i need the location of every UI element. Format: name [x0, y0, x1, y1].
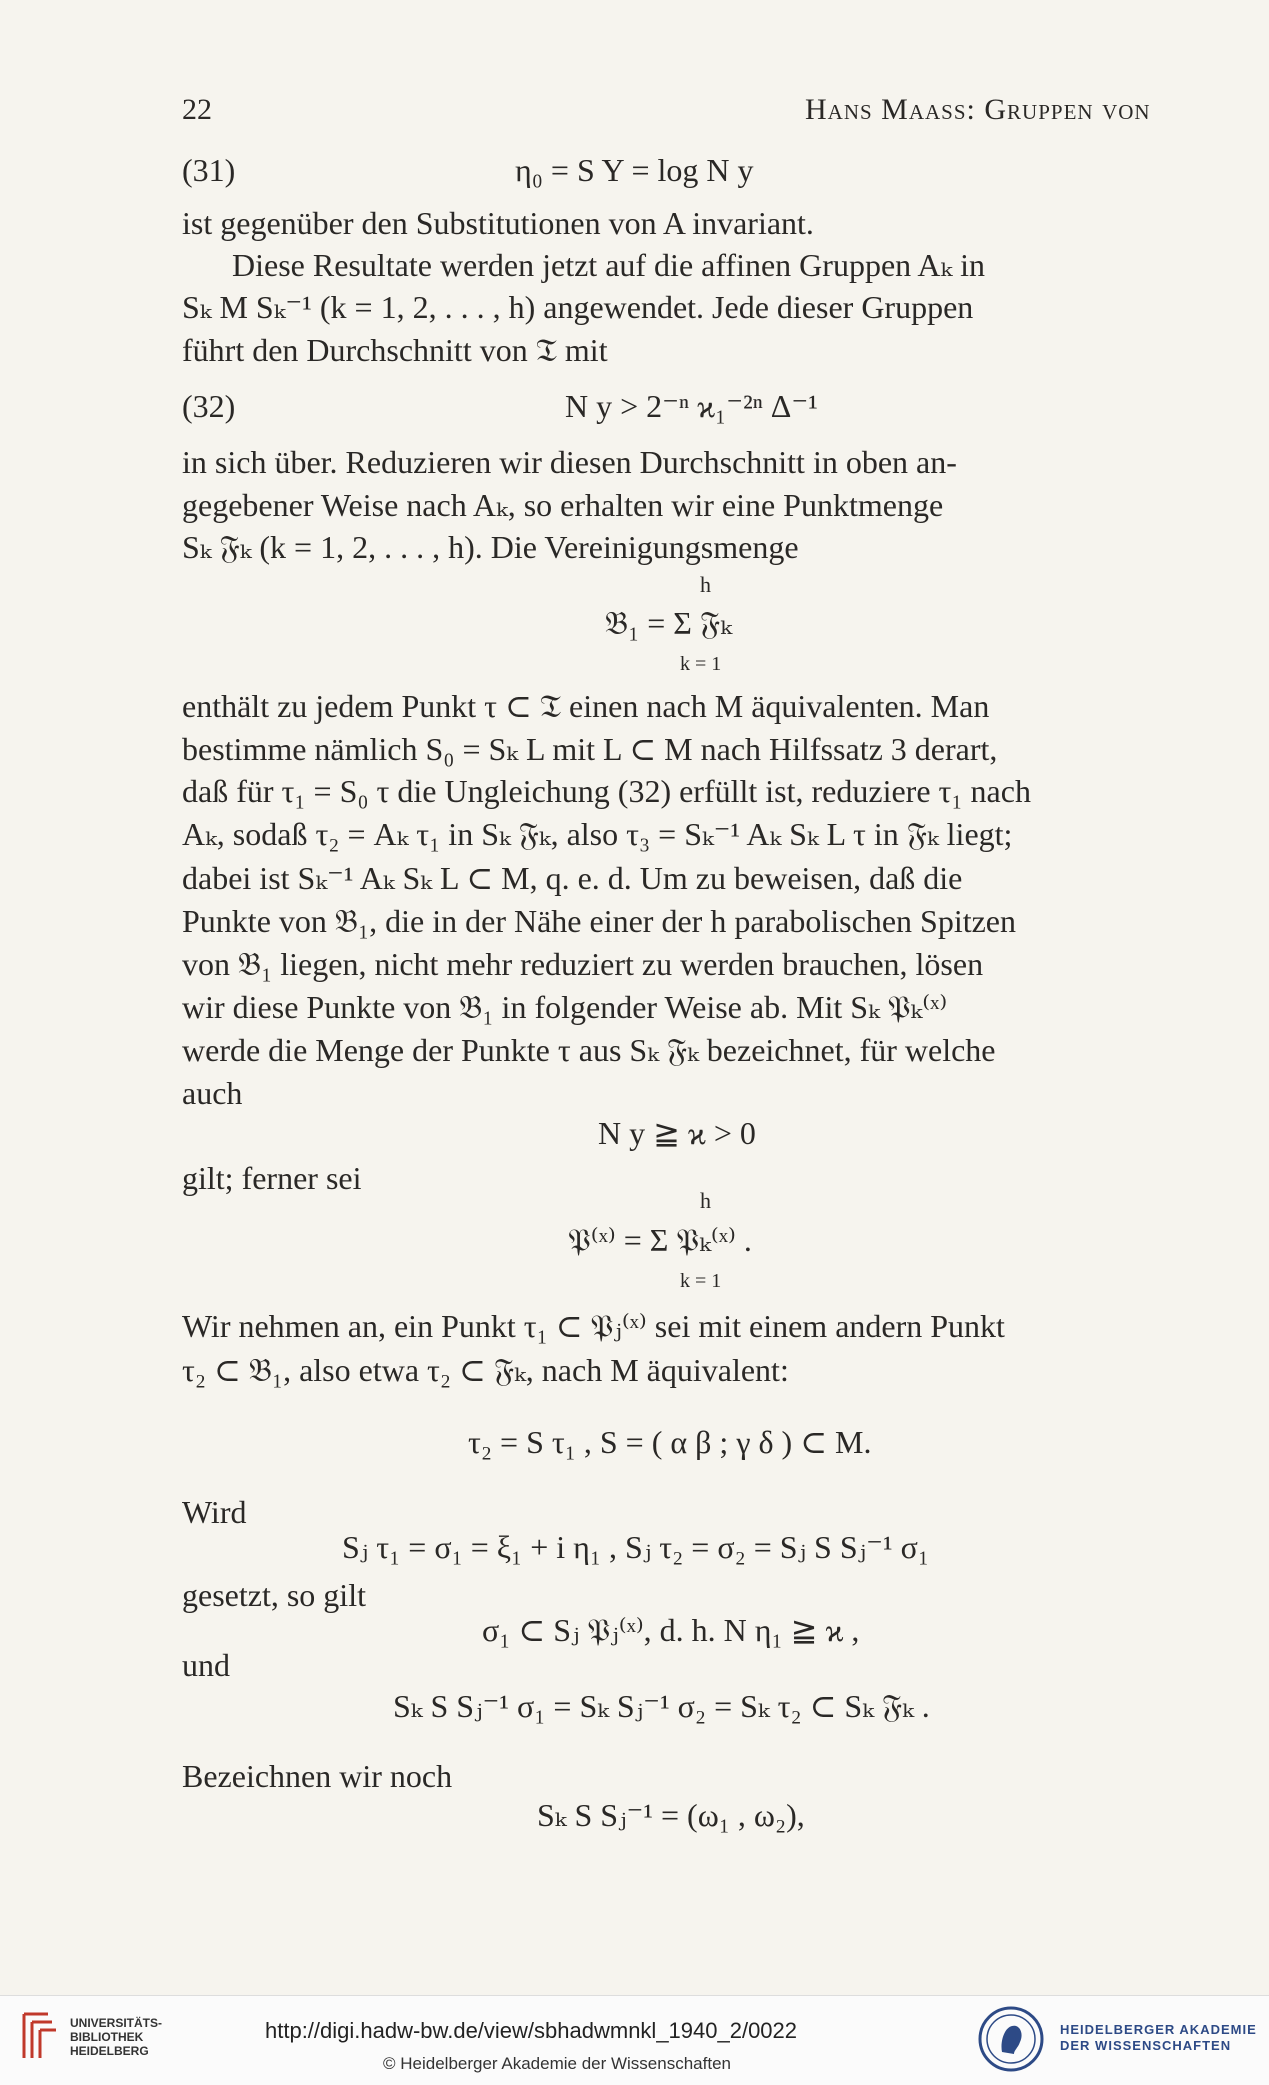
library-name: UNIVERSITÄTS- BIBLIOTHEK HEIDELBERG — [70, 2016, 163, 2058]
text-line: auch — [182, 1075, 243, 1111]
text-line: Wir nehmen an, ein Punkt τ₁ ⊂ 𝔓ⱼ⁽ˣ⁾ sei mit einem andern Punkt — [182, 1308, 1005, 1344]
page-number: 22 — [182, 93, 212, 126]
sum-lower-limit: k = 1 — [680, 1270, 722, 1292]
academy-name: HEIDELBERGER AKADEMIE DER WISSENSCHAFTEN — [1060, 2022, 1257, 2053]
text-line: gegebener Weise nach Aₖ, so erhalten wir eine Punktmenge — [182, 487, 944, 523]
text-line: ist gegenüber den Substitutionen von A invariant. — [182, 205, 814, 241]
equation: Sₖ S Sⱼ⁻¹ σ₁ = Sₖ Sⱼ⁻¹ σ₂ = Sₖ τ₂ ⊂ Sₖ 𝔉ₖ . — [393, 1688, 930, 1724]
library-logo-icon — [18, 2010, 58, 2062]
equation: Sⱼ τ₁ = σ₁ = ξ₁ + i η₁ , Sⱼ τ₂ = σ₂ = Sⱼ S Sⱼ⁻¹ σ₁ — [342, 1529, 929, 1565]
academy-seal-icon — [978, 2006, 1044, 2072]
source-url[interactable]: http://digi.hadw-bw.de/view/sbhadwmnkl_1940_2/0022 — [265, 2018, 798, 2043]
text-line: Aₖ, sodaß τ₂ = Aₖ τ₁ in Sₖ 𝔉ₖ, also τ₃ = Sₖ⁻¹ Aₖ Sₖ L τ in 𝔉ₖ liegt; — [182, 816, 1013, 852]
text-line: werde die Menge der Punkte τ aus Sₖ 𝔉ₖ bezeichnet, für welche — [182, 1032, 996, 1068]
text-line: Diese Resultate werden jetzt auf die affinen Gruppen Aₖ in — [232, 247, 986, 283]
text-line: und — [182, 1647, 230, 1683]
equation-number: (32) — [182, 388, 236, 424]
text-line: Punkte von 𝔅₁, die in der Nähe einer der h parabolischen Spitzen — [182, 903, 1017, 939]
text-line: führt den Durchschnitt von 𝔗 mit — [182, 332, 608, 368]
text-line: enthält zu jedem Punkt τ ⊂ 𝔗 einen nach M äquivalenten. Man — [182, 688, 990, 724]
text-line: wir diese Punkte von 𝔅₁ in folgender Weise ab. Mit Sₖ 𝔓ₖ⁽ˣ⁾ — [182, 989, 948, 1025]
text-line: Sₖ M Sₖ⁻¹ (k = 1, 2, . . . , h) angewendet. Jede dieser Gruppen — [182, 289, 974, 325]
text-line: daß für τ₁ = S₀ τ die Ungleichung (32) erfüllt ist, reduziere τ₁ nach — [182, 773, 1031, 809]
text-line: in sich über. Reduzieren wir diesen Durchschnitt in oben an- — [182, 444, 957, 480]
equation: σ₁ ⊂ Sⱼ 𝔓ⱼ⁽ˣ⁾, d. h. N η₁ ≧ ϰ , — [482, 1612, 860, 1648]
equation: η₀ = S Y = log N y — [515, 152, 754, 188]
text-line: Bezeichnen wir noch — [182, 1758, 453, 1794]
text-line: gesetzt, so gilt — [182, 1577, 366, 1613]
equation: 𝔅₁ = Σ 𝔉ₖ — [605, 605, 732, 641]
text-line: bestimme nämlich S₀ = Sₖ L mit L ⊂ M nach Hilfssatz 3 derart, — [182, 731, 998, 767]
equation: Sₖ S Sⱼ⁻¹ = (ω₁ , ω₂), — [537, 1797, 805, 1833]
running-title: Hans Maass: Gruppen von — [805, 93, 1151, 126]
text-line: Wird — [182, 1494, 247, 1530]
equation: τ₂ = S τ₁ , S = ( α β ; γ δ ) ⊂ M. — [468, 1424, 872, 1460]
copyright: © Heidelberger Akademie der Wissenschaften — [383, 2054, 731, 2073]
text-line: gilt; ferner sei — [182, 1160, 362, 1196]
text-line: dabei ist Sₖ⁻¹ Aₖ Sₖ L ⊂ M, q. e. d. Um zu beweisen, daß die — [182, 860, 963, 896]
text-line: τ₂ ⊂ 𝔅₁, also etwa τ₂ ⊂ 𝔉ₖ, nach M äquivalent: — [182, 1352, 789, 1388]
equation: 𝔓⁽ˣ⁾ = Σ 𝔓ₖ⁽ˣ⁾ . — [568, 1222, 752, 1258]
equation-number: (31) — [182, 152, 236, 188]
text-line: Sₖ 𝔉ₖ (k = 1, 2, . . . , h). Die Vereinigungsmenge — [182, 529, 799, 565]
sum-lower-limit: k = 1 — [680, 653, 722, 675]
sum-upper-limit: h — [700, 1188, 711, 1213]
equation: N y > 2⁻ⁿ ϰ₁⁻²ⁿ Δ⁻¹ — [565, 388, 818, 424]
equation: N y ≧ ϰ > 0 — [598, 1115, 756, 1151]
sum-upper-limit: h — [700, 572, 711, 597]
text-line: von 𝔅₁ liegen, nicht mehr reduziert zu werden brauchen, lösen — [182, 946, 984, 982]
